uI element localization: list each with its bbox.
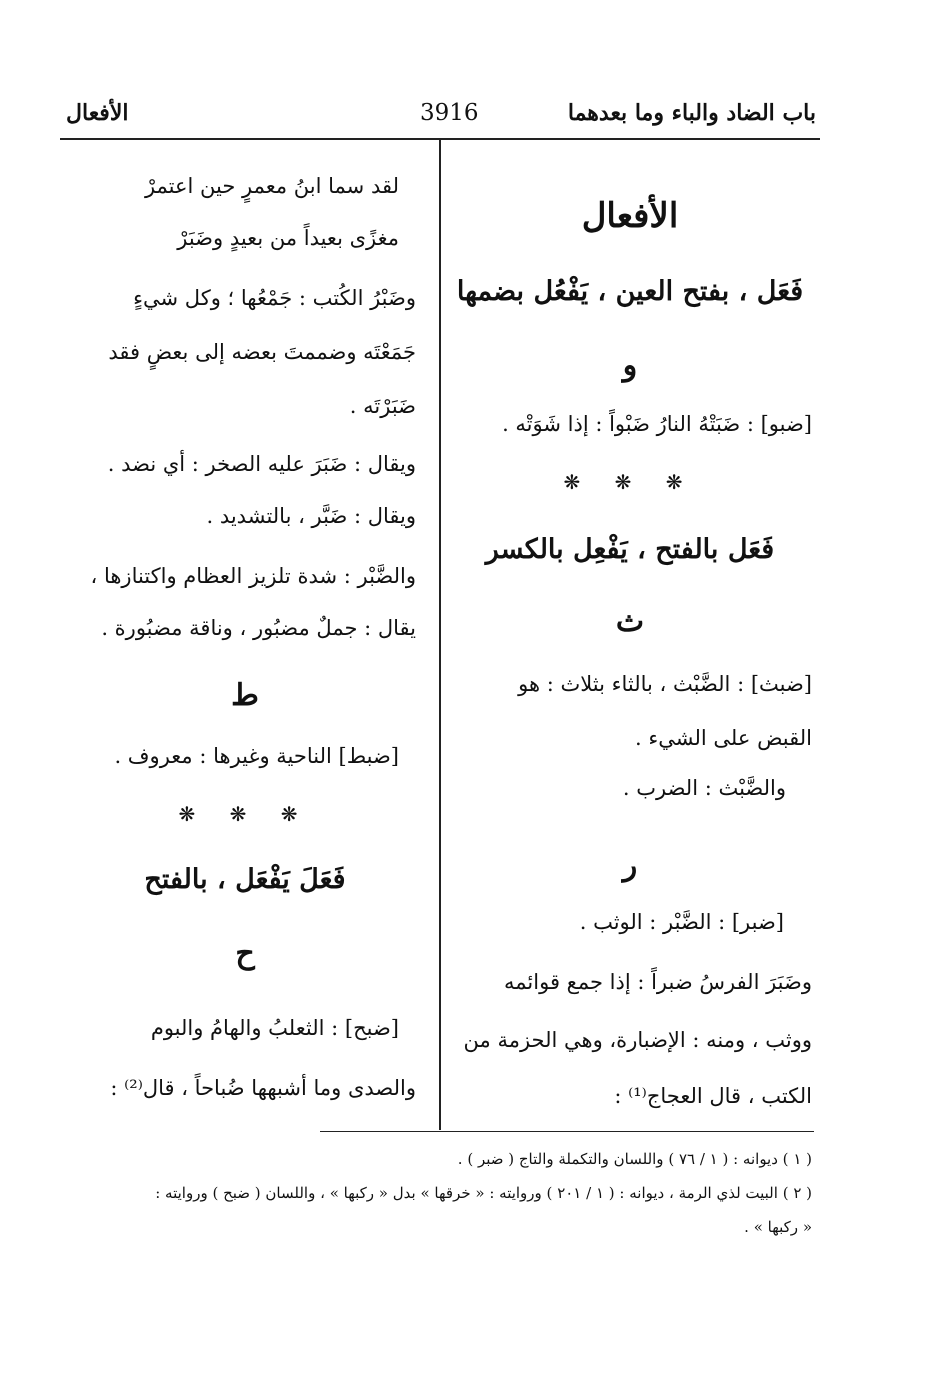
entry-text: يقال : جملٌ مضبُور ، وناقة مضبُورة . xyxy=(101,616,416,640)
entry-text: [ضبو] : ضَبَتْهُ النارُ ضَبْواً : إذا شَوَتْه . xyxy=(502,412,812,436)
verse-line: لقد سما ابنُ معمرٍ حين اعتمرْ xyxy=(144,174,399,198)
entry-text: [ضبر] : الضَّبْر : الوثب . xyxy=(579,910,784,934)
running-header-chapter: باب الضاد والباء وما بعدهما xyxy=(567,100,816,126)
entry-text: والصدى وما أشبهها ضُباحاً ، قال⁽²⁾ : xyxy=(110,1076,416,1100)
separator-stars: ❋ ❋ ❋ xyxy=(563,470,697,494)
footnote-2: ( ٢ ) البيت لذي الرمة ، ديوانه : ( ١ / ٢٠١ ) وروايته : « خرقها » بدل « ركبها » ، واللسان ( ضبح ) وروايته : xyxy=(155,1184,812,1202)
entry-text: ووثب ، ومنه : الإضبارة، وهي الحزمة من xyxy=(463,1028,812,1052)
entry-text: [ضبح] : الثعلبُ والهامُ والبوم xyxy=(150,1016,399,1040)
subsection-heading: فَعَل ، بفتح العين ، يَفْعُل بضمها xyxy=(456,276,804,307)
footnote-rule xyxy=(320,1131,814,1132)
column-divider xyxy=(439,140,441,1130)
entry-text: ويقال : ضَبَّر ، بالتشديد . xyxy=(206,504,416,528)
entry-text: وضَبْرُ الكُتب : جَمْعُها ؛ وكل شيءٍ xyxy=(133,286,416,310)
verse-line: مغزًى بعيداً من بعيدٍ وضَبَرْ xyxy=(177,226,399,250)
page-number: 3916 xyxy=(420,100,479,126)
entry-text: وضَبَرَ الفرسُ ضبراً : إذا جمع قوائمه xyxy=(504,970,812,994)
entry-text: والضَّبْر : شدة تلزيز العظام واكتنازها ، xyxy=(90,564,416,588)
footnote-1: ( ١ ) ديوانه : ( ١ / ٧٦ ) واللسان والتكملة والتاج ( ضبر ) . xyxy=(457,1150,812,1168)
letter-heading-ta: ط xyxy=(231,678,259,713)
entry-text: ضَبَرْتَه . xyxy=(349,394,416,418)
letter-heading-waw: و xyxy=(622,348,638,383)
entry-text: القبض على الشيء . xyxy=(635,726,812,750)
entry-text: [ضبط] الناحية وغيرها : معروف . xyxy=(114,744,399,768)
section-title: الأفعال xyxy=(581,196,679,236)
letter-heading-ha: ح xyxy=(235,936,255,971)
letter-heading-tha: ث xyxy=(615,604,645,639)
entry-text: جَمَعْتَه وضممتَ بعضه إلى بعضٍ فقد xyxy=(108,340,416,364)
entry-text: ويقال : ضَبَرَ عليه الصخر : أي نضد . xyxy=(107,452,416,476)
subsection-heading: فَعَل بالفتح ، يَفْعِل بالكسر xyxy=(485,534,775,565)
letter-heading-ra: ر xyxy=(622,848,638,883)
entry-text: [ضبث] : الضَّبْث ، بالثاء بثلاث : هو xyxy=(518,672,812,696)
running-header-section: الأفعال xyxy=(66,100,129,126)
subsection-heading: فَعَلَ يَفْعَل ، بالفتح xyxy=(144,864,346,895)
entry-text: الكتب ، قال العجاج⁽¹⁾ : xyxy=(614,1084,812,1108)
entry-text: والضَّبْث : الضرب . xyxy=(622,776,786,800)
separator-stars: ❋ ❋ ❋ xyxy=(178,802,312,826)
footnote-2-continued: « ركبها » . xyxy=(744,1218,812,1236)
